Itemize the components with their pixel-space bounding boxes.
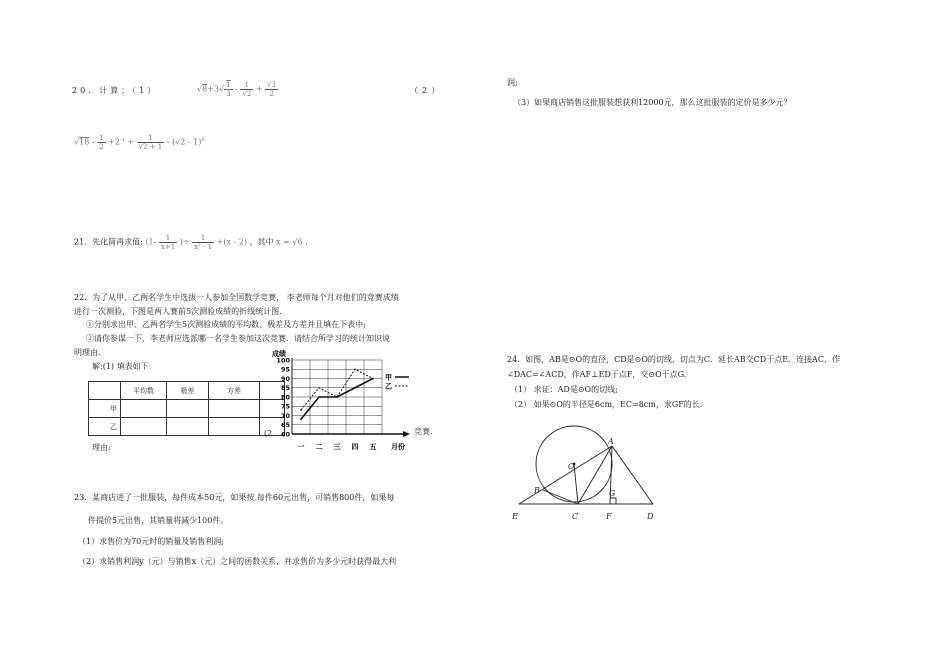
chart-x-ticks	[298, 443, 377, 451]
q20-prefix: 20．计算：（1）	[72, 86, 159, 95]
geometry-figure	[505, 420, 675, 525]
label-g: G	[609, 489, 616, 498]
q23-line4: （2）求销售利润y（元）与销售x（元）之间的函数关系，并求售价为多少元时获得最大利	[78, 557, 397, 566]
q23-line5: （3）如果商店销售这批服装想获利12000元，那么这批服装的定价是多少元？	[513, 98, 792, 107]
header-average: 平均数	[121, 382, 167, 400]
row-label-yi: 乙	[89, 418, 121, 436]
line-ad	[612, 446, 653, 504]
data-point	[336, 396, 338, 398]
y-tick-label: 65	[280, 421, 290, 430]
q23-line2: 件提价5元出售，其销量将减少100件。	[88, 516, 229, 525]
q22-contest-label: 竞赛.	[414, 427, 433, 436]
label-a: A	[608, 437, 614, 446]
data-point	[372, 378, 374, 380]
data-point	[354, 387, 356, 389]
series-line-yi	[301, 369, 373, 410]
data-point	[318, 387, 320, 389]
header-variance: 方差	[209, 382, 260, 400]
q20-part2-label: （2）	[410, 86, 444, 95]
y-tick-label: 90	[280, 374, 290, 383]
q23-continuation: 润;	[507, 78, 518, 87]
header-range: 极差	[167, 382, 209, 400]
y-tick-label: 100	[276, 356, 290, 365]
y-tick-label: 75	[280, 402, 290, 411]
q21-problem: 21．先化简再求值: (1- $\frac{1}{x+1}$ )÷ $\frac{1}{\text{x² - 1}}$ +(x - 2) ，其中 x = √6 .	[74, 234, 308, 251]
legend-label: 乙	[385, 382, 392, 391]
chart-grid	[292, 358, 410, 437]
q22-line4: ②请你参谋一下，李老师应选派哪一名学生参加这次竞赛．请结合所学习的统计知识说	[86, 334, 390, 343]
data-point	[354, 368, 356, 370]
label-d: D	[647, 512, 654, 521]
q22-line3: ①分别求出甲、乙两名学生5次测验成绩的平均数、极差及方差并且填在下表中;	[86, 320, 366, 329]
q24-line2: ∠DAC=∠ACD，作AF⊥ED于点F，交⊙O于点G.	[507, 370, 687, 379]
q23-line3: （1）求售价为70元时的销量及销售利润;	[78, 537, 224, 546]
chart-legend	[385, 374, 409, 391]
q22-line5: 明理由.	[74, 348, 101, 357]
q23-line1: 23．某商店进了一批服装，每件成本50元，如果按,每件60元出售，可销售800件，如果每	[74, 493, 395, 502]
chart-y-ticks	[276, 356, 290, 438]
line-ea	[519, 446, 612, 504]
data-point	[318, 396, 320, 398]
chart-xlabel: 月份	[391, 443, 405, 451]
line-oc	[574, 464, 578, 504]
x-tick-label: 四	[351, 443, 359, 451]
q22-reason: 理由:	[92, 443, 111, 452]
data-point	[300, 418, 302, 420]
x-axis-arrow	[403, 431, 410, 437]
y-tick-label: 70	[280, 411, 290, 420]
q22-part2-label: (2	[264, 429, 273, 438]
chart-ylabel: 成绩	[272, 350, 286, 358]
table-row	[89, 418, 285, 436]
series-line-jia	[301, 379, 373, 420]
q22-solution: 解:(1) 填表如下:	[92, 362, 152, 371]
x-tick-label: 二	[315, 443, 323, 451]
y-tick-label: 80	[280, 393, 290, 402]
x-tick-label: 五	[369, 443, 377, 451]
data-point	[300, 409, 302, 411]
label-c: C	[572, 512, 579, 521]
y-tick-label: 95	[280, 365, 290, 374]
legend-label: 甲	[385, 373, 392, 382]
y-tick-label: 85	[280, 384, 290, 393]
q24-line3: （1） 求证：AD是⊙O的切线;	[510, 385, 618, 394]
row-label-jia: 甲	[89, 400, 121, 418]
label-f: F	[606, 512, 612, 521]
x-tick-label: 一	[297, 443, 305, 451]
label-e: E	[512, 512, 518, 521]
q24-line4: （2） 如果⊙O的半径是6cm，EC=8cm，求GF的长.	[510, 400, 703, 409]
q22-line1: 22．为了从甲、乙两名学生中选拔一人参加全国数学竞赛， 李老师每个月对他们的竞赛成绩	[74, 293, 399, 302]
y-tick-label: 60	[280, 430, 290, 439]
x-tick-label: 三	[333, 443, 341, 451]
score-table	[88, 381, 285, 436]
q20-part2-expression: √18 - $\frac{1}{2}$ $+2^{-1}$ + $\frac{1}{√2 + 1}$ - (√2 - 1)$^0$	[74, 134, 205, 151]
table-row	[89, 382, 285, 400]
label-o: O	[568, 462, 575, 471]
right-angle-mark	[610, 498, 616, 504]
table-row	[89, 400, 285, 418]
q20-part1-expression: √8+3√ $\frac{1}{3}$ - $\frac{1}{√2}$ + $\frac{√3}{2}$	[197, 81, 277, 98]
label-b: B	[534, 486, 540, 495]
line-bc	[543, 490, 578, 504]
q22-line2: 进行一次测验，下图是两人赛前5次测验成绩的折线统计图.	[74, 307, 282, 316]
chart-series	[300, 368, 374, 420]
q24-line1: 24．如图，AB是⊙O的直径，CD是⊙O的切线，切点为C．延长AB交CD于点E．连接AC，作	[507, 355, 840, 364]
score-line-chart	[270, 348, 420, 454]
